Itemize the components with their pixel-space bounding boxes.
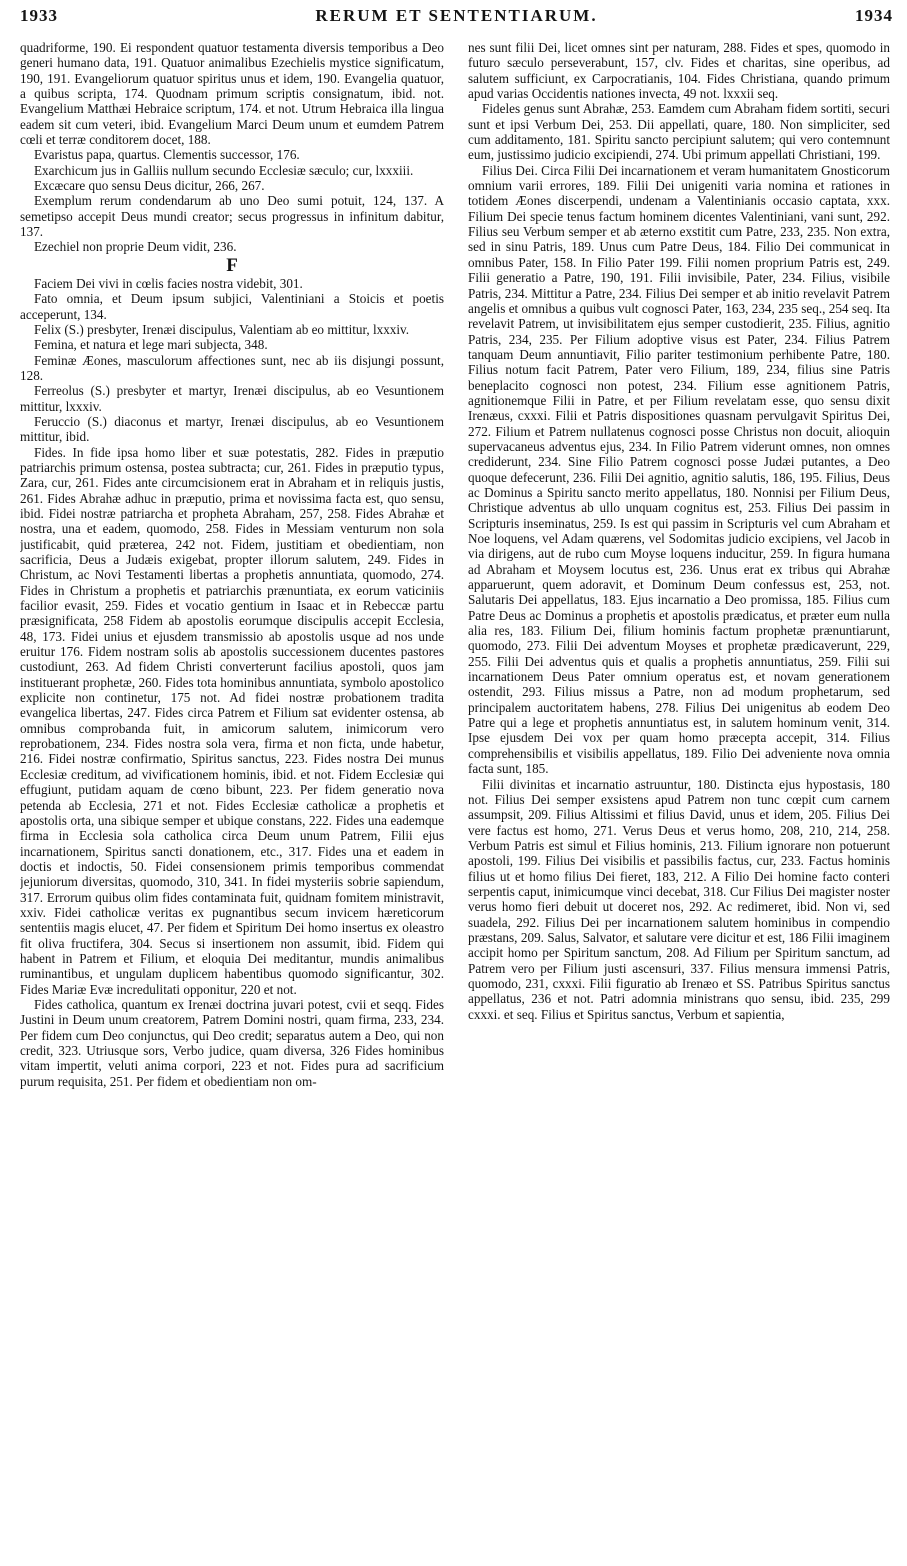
index-entry: Felix (S.) presbyter, Irenæi discipulus, Valentiam ab eo mittitur, lxxxiv. (34, 321, 410, 337)
index-entry: Fides catholica, quantum ex Irenæi doctrina juvari potest, cvii et seqq. Fides Justini in Deum unum creatorem, Patrem Domini nostri, quam firma, 233, 234. Per fidem cum Deo conjunctus, qui Deo credit; separatus autem a Deo, qui non credit, 323. Utriusque sors, Verbo judice, quam diversa, 326 Fides hominibus vitam impertit, veluti anima corpori, 223 et not. Fides pura ad sacrificium purum requisita, 251. Per fidem et obedientiam non om- (20, 996, 444, 1089)
index-entry: nes sunt filii Dei, licet omnes sint per naturam, 288. Fides et spes, quomodo in futuro sæculo perseverabunt, 157, clv. Fides et charitas, sine operibus, ad salutem sufficiunt, ex Carpocratianis, 104. Fides Christiana, quando primum apud varias Occidentis nationes invecta, 49 not. lxxxii seq. (468, 40, 890, 102)
index-entry: Filii divinitas et incarnatio astruuntur, 180. Distincta ejus hypostasis, 180 not. Filius Dei semper exsistens apud Patrem non tunc cœpit cum carnem assumpsit, 209. Filius Altissimi et filius David, unus et idem, 205. Filius Dei vere factus est homo, 271. Verus Deus et verus homo, 208, 210, 214, 258. Verbum Patris est simul et Filius hominis, 213. Filium ignorare non potuerunt apostoli, 199. Filius Dei visibilis et passibilis factus, cur, 233. Factus hominis filius ut et homo filius Dei fieret, 183, 212. A Filio Dei homine facto conteri serpentis caput, inimicumque vinci decebat, 318. Cur Filius Dei magister noster verus homo fieri debuit ut doceret nos, 292. Ac redimeret, ibid. Non vi, sed suadela, 292. Filius Dei per incarnationem salutem hominibus in compendio præstans, 209. Salus, Salvator, et salutare vere dicitur et est, 186 Filii imaginem accipit homo per Spiritum sanctum, 208. Ad Filium per Spiritum sanctum, ad Patrem vero per Filium justi ascensuri, 337. Filius mensura immensi Patris, quomodo, 231, cxxxi. Filii figuratio ab Irenæo et SS. Patribus Spiritus sanctus appellatus, 236 et not. Patri adomnia ministrans quo sensu, ibid. 235, 299 cxxxi. et seq. Filius et Spiritus sanctus, Verbum et sapientia, (468, 776, 890, 1022)
running-title: RERUM ET SENTENTIARUM. (315, 6, 598, 25)
index-entry: Feruccio (S.) diaconus et martyr, Irenæi discipulus, ab eo Vesuntionem mittitur, ibid. (20, 413, 444, 445)
index-entry: Ezechiel non proprie Deum vidit, 236. (34, 239, 237, 255)
index-entry: Excæcare quo sensu Deus dicitur, 266, 267. (34, 178, 265, 194)
index-entry: Fideles genus sunt Abrahæ, 253. Eamdem cum Abraham fidem sortiti, securi sunt et ipsi Verbum Dei, 253. Dii appellati, quare, 180. Non simpliciter, sed cum additamento, 181. Spiritu sancto percipiunt salutem; qui vero contemnunt eum, justissimo judicio excipiendi, 274. Ubi primum appellati Christiani, 199. (468, 101, 890, 163)
page-number-left: 1933 (20, 6, 58, 25)
index-entry: Exemplum rerum condendarum ab uno Deo sumi potuit, 124, 137. A semetipso accepit Deus mundi creator; secus progressus in infinitum dabitur, 137. (20, 193, 444, 240)
index-entry: Filius Dei. Circa Filii Dei incarnationem et veram humanitatem Gnosticorum omnium varii errores, 189. Filii Dei unigeniti varia nomina et rationes in totidem Æones discerpendi, undenam a Valentinianis occasio captata, xxx. Filium Dei specie tenus factum hominem dicentes Valentiniani, vani sunt, 292. Filius seu Verbum semper et ab æterno exstitit cum Patre, 233, 235. Non extra, sed in sinu Patris, 189. Unus cum Patre Deus, 184. Filio Dei communicat in omnibus Pater, 158. In Filio Pater 199. Filii nomen proprium Patris est, 249. Filii generatio a Patre, 190, 191. Filii invisibile, Pater, 234. Filius, visibile Patris, 234. Mittitur a Patre, 234. Filius Dei semper et ab initio revelavit Patrem angelis et omnibus a quibus vult cognosci Pater, 163, 234, 235 seq., 254 seq. Ita revelavit Patrem, ut invisibilitatem ejus semper custodierit, 235. Filius, agnitio Patris, 234, 235. Per Filium adoptive visus est Pater, 234. Filius Patrem tanquam Deum annuntiavit, Filio pariter testimonium perhibente Patre, 180. Filius notum facit Patrem, Pater vero Filium, 189, 234, filius sine Patris beneplacito cognosci non potest, 234. Filium esse agnitionem Patris, agnitionemque Filii in Patre, et per Filium revelatam esse, quo sensu dixit Irenæus, cxxxi. Filii et Patris dispositiones quasnam pervulgavit Spiritus Dei, 272. Filium et Patrem nullatenus cognosci posse Christus non docuit, alioquin supervacaneus adventus ejus, 234. In Filio Patrem viderunt omnes, non omnes crediderunt, 234. Sine Filio Patrem cognosci posse Judæi putantes, a Deo quoque defecerunt, 236. Filii Dei agnitio, agnitio salutis, 186, 195. Filius, Deus ac Dominus a Spiritu sancto merito appellatus, 180. Nonnisi per Filium Deus, Christique adventus ab ullo unquam cognitus est, 253. Filius Dei passim in Scripturis inseminatus, 259. Is est qui passim in Scripturis vel cum Abraham et Noe loquens, vel Adam quærens, vel Sodomitas judicio excipiens, vel Jacob in via dirigens, aut de rubo cum Moyse loquens inducitur, 259. In figura humana ad Abraham et Moysem locutus est, 236. Unus erat ex tribus qui Abrahæ apparuerunt, quem adoravit, et Dominum Deum confessus est, 253, not. Salutaris Dei appellatus, 183. Ejus incarnatio a Deo promissa, 185. Filius cum Patre Deus ac Dominus a prophetis et apostolis prædicatus, et præter eum nulla alia res, 183. Filium Dei, filium hominis factum prophetæ prænuntiarunt, quomodo, 273. Filii Dei adventum Moyses et prophetæ prædicaverunt, 229, 255. Filii Dei adventus quis et qualis a prophetis annuntiatus, 259. Filii sui incarnationem Deus Pater omnium operatus est, et novam generationem ostendit, 293. Filius missus a Patre, non ad modum prophetarum, sed principalem auctoritatem habens, 278. Filius Dei unigenitus ab eodem Deo Patre qui a lege et prophetis annuntiatus est, in salutem hominum venit, 314. Ipse ejusdem Dei vox per quam homo præcepta accepit, 314. Filius comprehensibilis et visibilis appellatus, 189. Filio Dei adveniente nova omnia facta sunt, 185. (468, 162, 890, 777)
index-entry: Fato omnia, et Deum ipsum subjici, Valentiniani a Stoicis et poetis acceperunt, 134. (20, 291, 444, 322)
left-column (20, 40, 444, 1560)
index-entry: Femina, et natura et lege mari subjecta, 348. (34, 337, 268, 353)
page-number-right: 1934 (855, 6, 893, 25)
index-entry: Evaristus papa, quartus. Clementis successor, 176. (34, 147, 300, 163)
index-entry: Feminæ Æones, masculorum affectiones sunt, nec ab iis disjungi possunt, 128. (20, 352, 444, 383)
index-entry: quadriforme, 190. Ei respondent quatuor testamenta diversis temporibus a Deo generi humano data, 191. Quatuor animalibus Ezechielis mystice significatum, 190, 191. Evangeliorum quatuor spiritus unus et idem, 190. Evangelia quatuor, a quibus scripta, 174. Quodnam primum scriptis consignatum, ibid. not. Evangelium Matthæi Hebraice scriptum, 174. et not. Utrum Hebraica illa lingua eadem sit cum veteri, ibid. Evangelium Marci Deum unum et eumdem Patrem cœli et terræ conditorem docet, 188. (20, 40, 444, 148)
index-entry: Exarchicum jus in Galliis nullum secundo Ecclesiæ sæculo; cur, lxxxiii. (34, 162, 414, 178)
index-entry: Faciem Dei vivi in cœlis facies nostra videbit, 301. (34, 275, 303, 291)
section-letter: F (226, 254, 238, 276)
index-entry: Fides. In fide ipsa homo liber et suæ potestatis, 282. Fides in præputio patriarchis primum ostensa, postea subtracta; cur, 261. Fides in præputio typus, Zara, cur, 261. Fides ante circumcisionem erat in Abraham et in reliquis justis, 261. Fides Abrahæ adhuc in præputio, prima et novissima facta est, quo sensu, ibid. Fidei nostræ patriarcha et propheta Abraham, 257, 258. Fides Abrahæ et nostra, una et eadem, quomodo, 258. Fides in Messiam venturum non sola justificabit, quid præterea, 242 not. Fidem, justitiam et obedientiam, non sacrificia, Deus a Judæis exigebat, propter illorum salutem, 249. Fides in Christum, ac Novi Testamenti libertas a prophetis annuntiata, quomodo, 274. Fides in Christum a prophetis et patriarchis prænuntiata, ex eorum vaticiniis facilior evasit, 259. Fides et vocatio gentium in Isaac et in Rebeccæ partu præsignificata, 258 Fidem ab apostolis eorumque discipulis accepit Ecclesia, 48, 173. Fidei unius et ejusdem transmissio ab apostolis usque ad nos unde eruitur 176. Fidem nostram solis ab apostolis successionem ducentes pastores custodiunt, 263. Ad fidem Christi converterunt facilius apostoli, quos jam instituerant prophetæ, 260. Fides tota hominibus annuntiata, symbolo apostolico explicite non continetur, 175 not. Ad fidei nostræ probationem tradita evangelica libertas, 247. Fides circa Patrem et Filium sat evidenter ostensa, ab omnibus comprobanda fuit, in amicorum salutem, inimicorum vero reprobationem, 234. Fides nostra sola vera, firma et non ficta, unde habetur, 216. Fidei nostræ confirmatio, Spiritus sanctus, 223. Fides nostra Dei munus Ecclesiæ creditum, ad vivificationem hominis, ibid. et not. Fidem Ecclesiæ qui effugiunt, putidam aquam de cœno bibunt, 223. Per fidem generatio nova petenda ab Ecclesia, 271 et not. Fides Ecclesiæ catholicæ a prophetis et apostolis orta, una sibique semper et ubique constans, 222. Fides una eademque firma in Ecclesia sola catholica circa Deum unum Patrem, Filii ejus incarnationem, Spiritus sancti donationem, etc., 317. Fides una et eadem in doctis et indoctis, 50. Fidei consensionem primis temporibus commendat jejuniorum diversitas, quomodo, 310, 341. In fidei mysteriis sobrie sapiendum, 317. Errorum quibus olim fides contaminata fuit, quidnam fomitem ministravit, xxiv. Fidei catholicæ veritas ex pugnantibus secum invicem hæreticorum sententiis magis elucet, 47. Per fidem et Spiritum Dei homo insertus ex oleastro fit oliva fructifera, 304. Secus si insertionem non assumit, ibid. Fidem qui habent in Patrem et Filium, et eloquia Dei meditantur, mundis animalibus ruminantibus, et ungulam duplicem habentibus quomodo significantur, 302. Fides Mariæ Evæ incredulitati opponitur, 220 et not. (20, 444, 444, 997)
index-entry: Ferreolus (S.) presbyter et martyr, Irenæi discipulus, ab eo Vesuntionem mittitur, lxxxiv. (20, 383, 444, 414)
right-column (468, 40, 890, 1560)
page-header (20, 6, 893, 36)
